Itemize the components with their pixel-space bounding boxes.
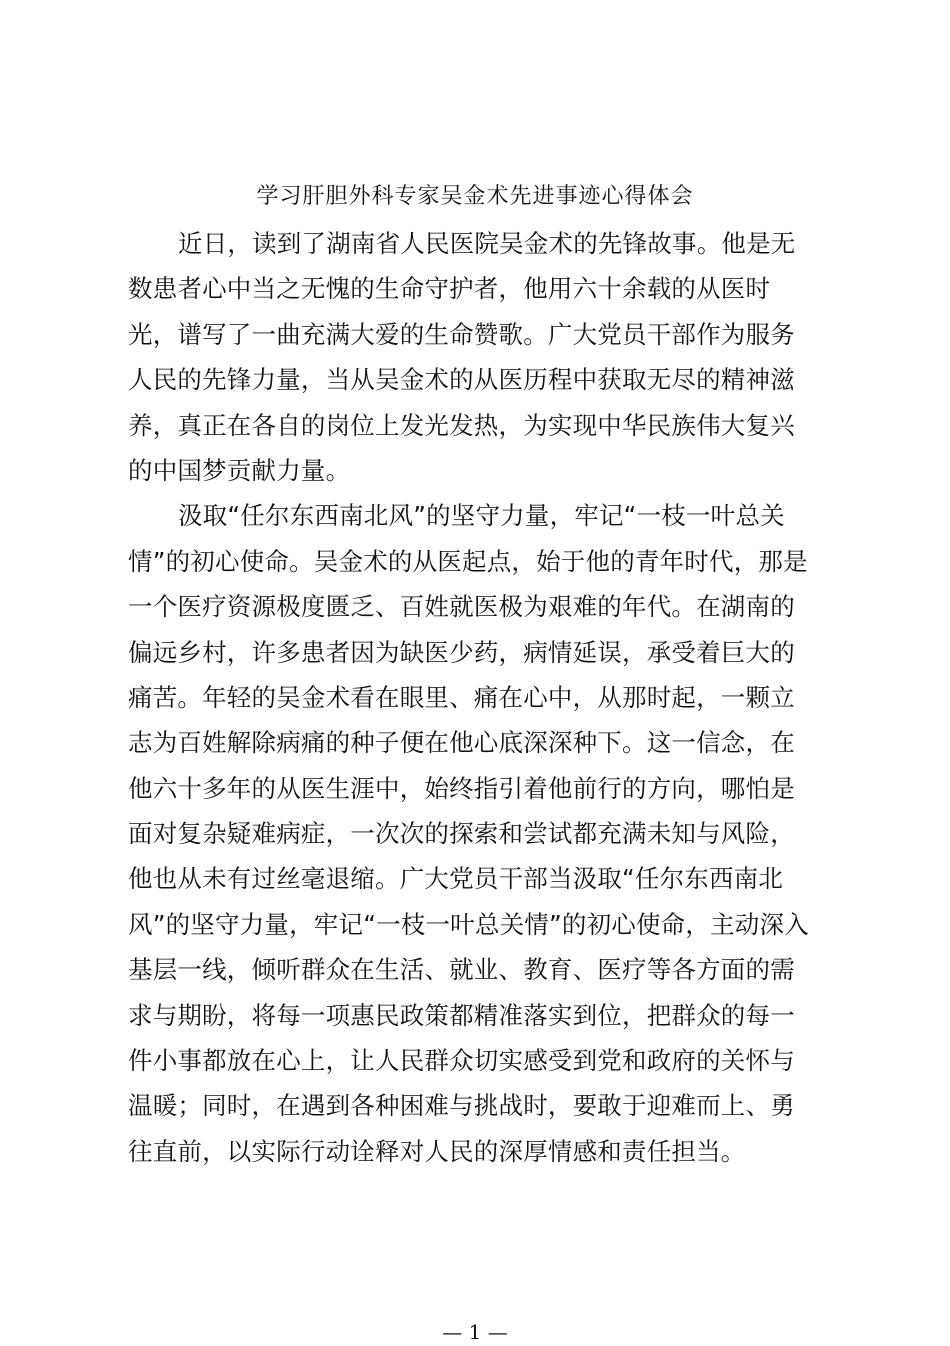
document-body	[128, 221, 828, 1174]
paragraph-line: 一个医疗资源极度匮乏、百姓就医极为艰难的年代。在湖南的	[128, 592, 795, 622]
paragraph-line: 基层一线，倾听群众在生活、就业、教育、医疗等各方面的需	[128, 955, 795, 985]
paragraph-line: 数患者心中当之无愧的生命守护者，他用六十余载的从医时	[128, 274, 771, 304]
paragraph-line: 往直前，以实际行动诠释对人民的深厚情感和责任担当。	[128, 1136, 746, 1166]
document-title: 学习肝胆外科专家吴金术先进事迹心得体会	[256, 184, 694, 209]
page-number: — 1 —	[442, 1320, 508, 1344]
paragraph-line: 光，谱写了一曲充满大爱的生命赞歌。广大党员干部作为服务	[128, 319, 795, 349]
paragraph-line: 近日，读到了湖南省人民医院吴金术的先锋故事。他是无	[178, 229, 796, 258]
paragraph-line: 汲取“任尔东西南北风”的坚守力量，牢记“一枝一叶总关	[178, 501, 785, 531]
paragraph-line: 志为百姓解除病痛的种子便在他心底深深种下。这一信念，在	[128, 728, 795, 758]
paragraph-line: 件小事都放在心上，让人民群众切实感受到党和政府的关怀与	[128, 1046, 795, 1076]
paragraph-line: 求与期盼，将每一项惠民政策都精准落实到位，把群众的每一	[128, 1000, 795, 1030]
paragraph-line: 他也从未有过丝毫退缩。广大党员干部当汲取“任尔东西南北	[128, 864, 784, 894]
paragraph-line: 偏远乡村，许多患者因为缺医少药，病情延误，承受着巨大的	[128, 637, 795, 667]
paragraph-line: 情”的初心使命。吴金术的从医起点，始于他的青年时代，那是	[128, 546, 808, 576]
paragraph-line: 的中国梦贡献力量。	[128, 455, 351, 485]
paragraph-line: 风”的坚守力量，牢记“一枝一叶总关情”的初心使命，主动深入	[128, 909, 809, 939]
paragraph-line: 养，真正在各自的岗位上发光发热，为实现中华民族伟大复兴	[128, 410, 795, 440]
paragraph-line: 人民的先锋力量，当从吴金术的从医历程中获取无尽的精神滋	[128, 365, 795, 395]
paragraph-line: 痛苦。年轻的吴金术看在眼里、痛在心中，从那时起，一颗立	[128, 682, 795, 712]
paragraph-line: 温暖；同时，在遇到各种困难与挑战时，要敢于迎难而上、勇	[128, 1091, 795, 1121]
paragraph-line: 他六十多年的从医生涯中，始终指引着他前行的方向，哪怕是	[128, 773, 795, 803]
paragraph-line: 面对复杂疑难病症，一次次的探索和尝试都充满未知与风险，	[128, 819, 795, 849]
